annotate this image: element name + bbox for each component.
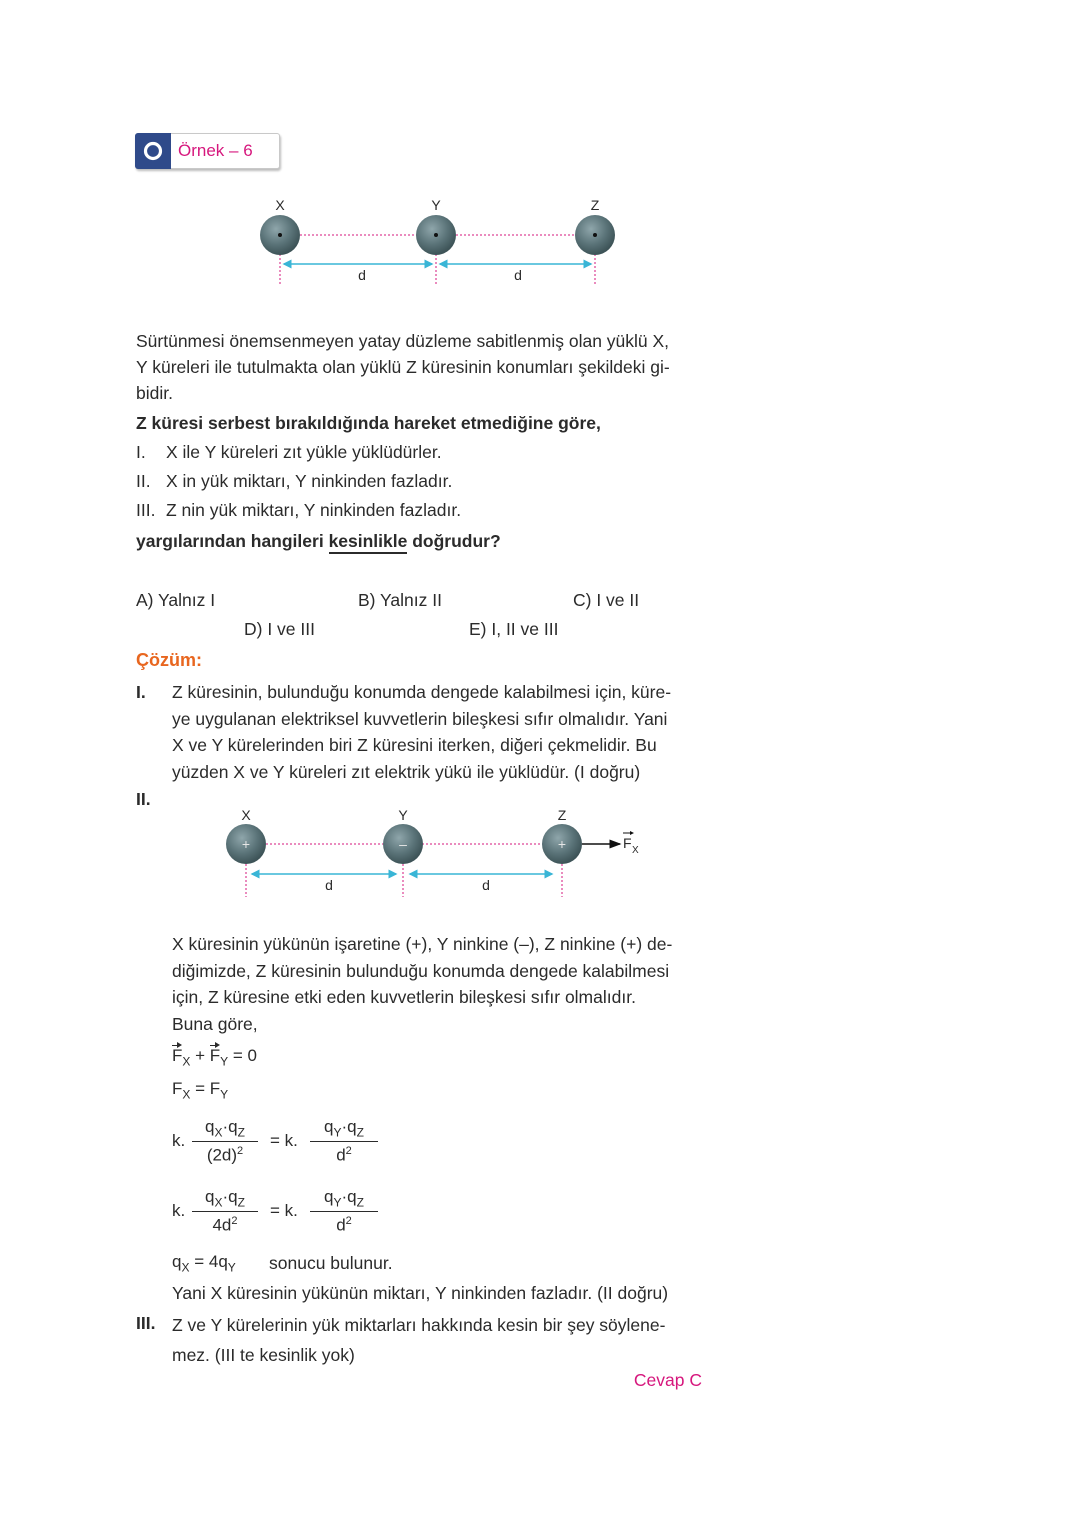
emphasis-word: kesinlikle	[329, 531, 408, 554]
sphere-z	[542, 824, 582, 864]
sphere-x	[226, 824, 266, 864]
sign-z: +	[557, 836, 567, 852]
example-label: Örnek – 6	[178, 141, 253, 160]
distance-label-1: d	[358, 267, 366, 283]
distance-label-1: d	[325, 877, 333, 893]
option-c[interactable]: C) I ve II	[573, 590, 640, 610]
sphere-y	[416, 215, 456, 255]
part2-text: X küresinin yükünün işaretine (+), Y ninkine (–), Z ninkine (+) de- diğimizde, Z küresinin bulunduğu konumda dengede kalabilmesi için, Z küresine etki eden kuvvetlerin bileşkesi sıfır olmalıdır. Buna göre,	[172, 934, 673, 1034]
sign-x: +	[241, 836, 251, 852]
part3-num: III.	[136, 1313, 156, 1333]
label-z: Z	[557, 807, 567, 823]
refresh-icon	[135, 133, 171, 169]
question-ask: yargılarından hangileri kesinlikle doğrudur?	[136, 528, 708, 554]
statement-2: X in yük miktarı, Y ninkinden fazladır.	[166, 471, 453, 491]
result-text: sonucu bulunur.	[269, 1253, 393, 1273]
label-x: X	[241, 807, 251, 823]
option-e[interactable]: E) I, II ve III	[469, 619, 559, 639]
answer: Cevap C	[633, 1370, 702, 1390]
svg-text:X: X	[632, 845, 639, 856]
label-y: Y	[431, 197, 441, 213]
option-d[interactable]: D) I ve III	[244, 619, 315, 639]
part1-num: I.	[136, 682, 146, 702]
statement-1-num: I.	[136, 442, 146, 462]
distance-label-2: d	[482, 877, 490, 893]
option-b[interactable]: B) Yalnız II	[358, 590, 442, 610]
solution-title: Çözüm:	[136, 650, 202, 670]
svg-text:F: F	[623, 835, 632, 851]
sphere-x	[260, 215, 300, 255]
sphere-y	[383, 824, 423, 864]
equation-result: $q_X = 4q_Y$	[172, 1252, 236, 1275]
equation-magnitude: $F_X = F_Y$	[172, 1079, 229, 1102]
figure-2	[210, 800, 660, 900]
statement-1: X ile Y küreleri zıt yükle yüklüdürler.	[166, 442, 442, 462]
sign-y: –	[399, 836, 407, 852]
label-z: Z	[590, 197, 600, 213]
part1-text: Z küresinin, bulunduğu konumda dengede kalabilmesi için, küre- ye uygulanan elektriksel kuvvetlerin bileşkesi sıfır olmalıdır. Yani X ve Y kürelerinden biri Z küresini iterken, diğeri çekmelidir. Bu yüzden X ve Y küreleri zıt elektrik yükü ile yüklüdür. (I doğru)	[172, 682, 672, 782]
label-x: X	[275, 197, 285, 213]
equation-vector-sum: $F_X + F_Y = 0$	[172, 1046, 258, 1069]
figure-1	[240, 190, 640, 290]
distance-label-2: d	[514, 267, 522, 283]
example-header	[135, 133, 280, 170]
statement-3-num: III.	[136, 500, 156, 520]
force-label	[623, 831, 639, 856]
part2-conclusion: Yani X küresinin yükünün miktarı, Y ninkinden fazladır. (II doğru)	[172, 1283, 669, 1303]
question-prompt: Z küresi serbest bırakıldığında hareket etmediğine göre,	[136, 413, 601, 433]
part2-num: II.	[136, 789, 151, 809]
sphere-z	[575, 215, 615, 255]
statement-3: Z nin yük miktarı, Y ninkinden fazladır.	[166, 500, 462, 520]
label-y: Y	[398, 807, 408, 823]
option-a[interactable]: A) Yalnız I	[136, 590, 216, 610]
statement-2-num: II.	[136, 471, 151, 491]
question-intro: Sürtünmesi önemsenmeyen yatay düzleme sabitlenmiş olan yüklü X, Y küreleri ile tutulmakta olan yüklü Z küresinin konumları şekildeki gi- bidir.	[136, 331, 670, 403]
part3-text: Z ve Y kürelerinin yük miktarları hakkında kesin bir şey söylene- mez. (III te kesinlik yok)	[172, 1315, 666, 1365]
